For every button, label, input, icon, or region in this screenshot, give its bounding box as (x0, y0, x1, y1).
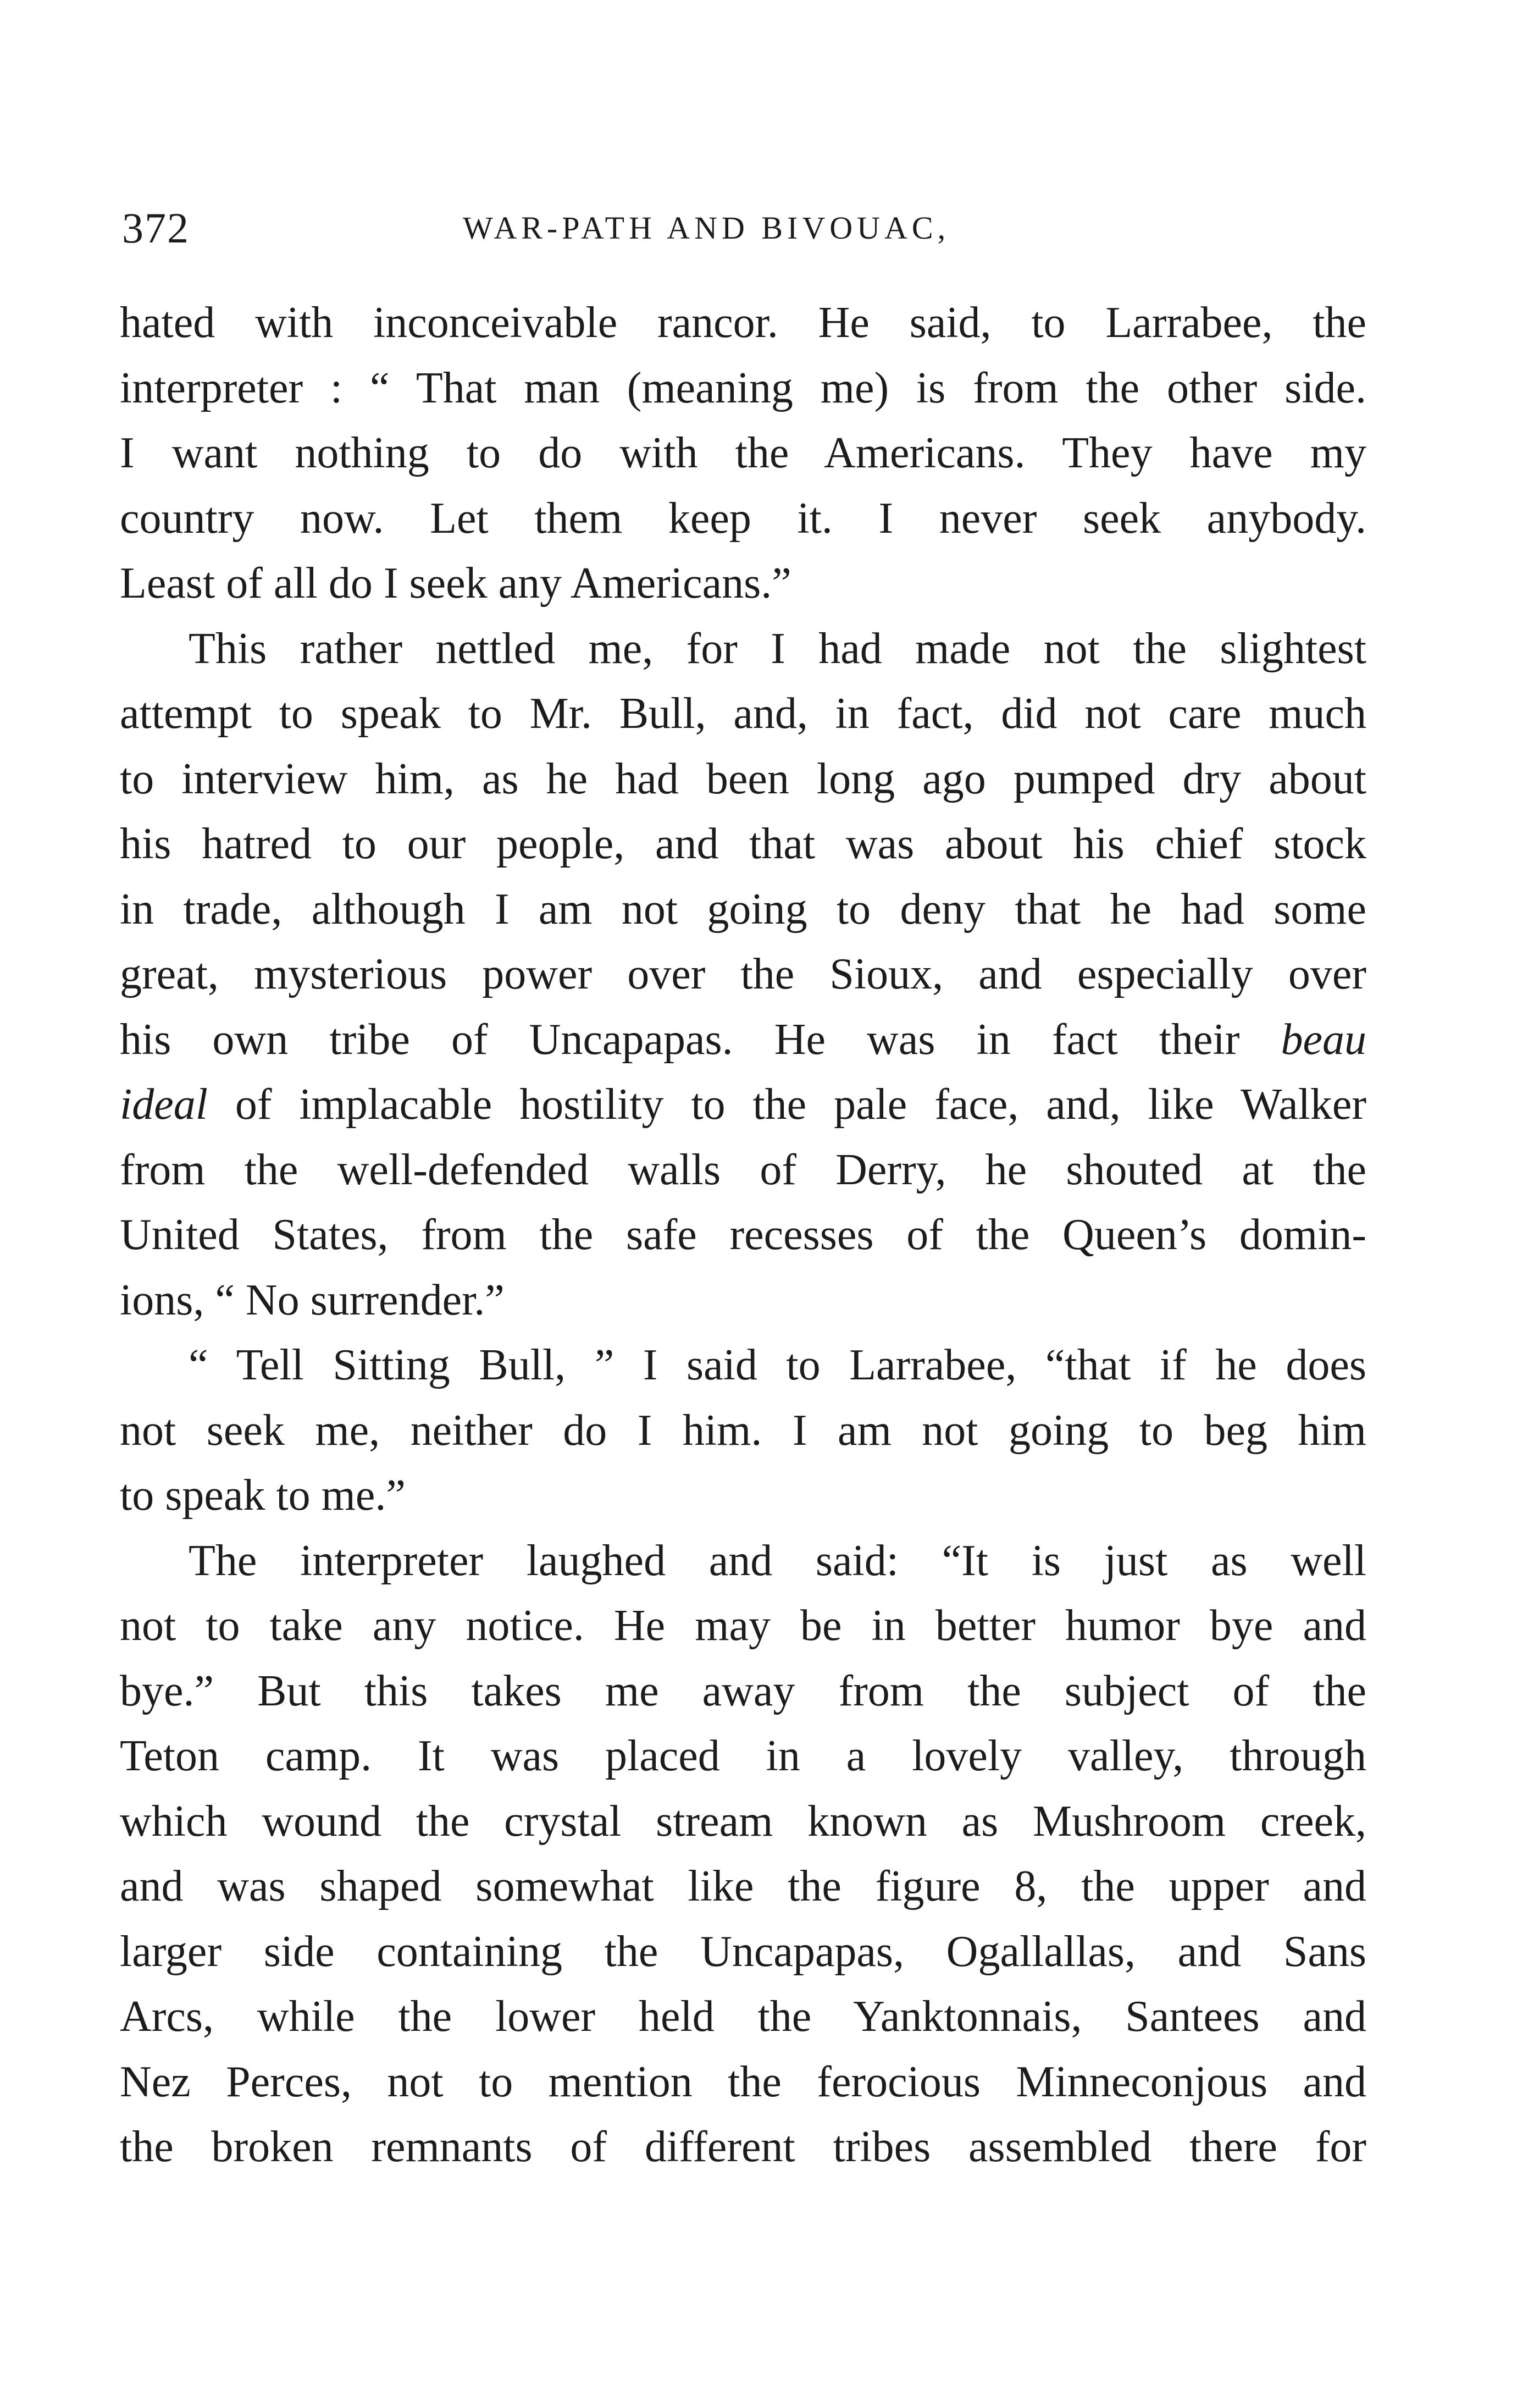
text-segment: his own tribe of Uncapapas. He was in fact their (120, 1015, 1240, 1064)
running-title: WAR-PATH AND BIVOUAC, (463, 210, 950, 246)
body-text (120, 290, 1366, 2180)
text-line: which wound the crystal stream known as Mushroom creek, (120, 1797, 1366, 1846)
text-line: “ Tell Sitting Bull, ” I said to Larrabee, “that if he does (189, 1341, 1366, 1389)
text-line: This rather nettled me, for I had made not the slightest (189, 624, 1366, 673)
text-line: attempt to speak to Mr. Bull, and, in fact, did not care much (120, 689, 1366, 738)
text-line: great, mysterious power over the Sioux, and especially over (120, 950, 1366, 998)
text-line: larger side containing the Uncapapas, Ogallallas, and Sans (120, 1927, 1366, 1976)
text-line (120, 1007, 1366, 1073)
italic-phrase: beau (1281, 1015, 1367, 1064)
text-line: The interpreter laughed and said: “It is just as well (189, 1536, 1366, 1585)
text-line: not seek me, neither do I him. I am not going to beg him (120, 1406, 1366, 1455)
text-segment: of implacable hostility to the pale face, and, like Walker (235, 1080, 1367, 1129)
text-line: to interview him, as he had been long ago pumped dry about (120, 754, 1366, 803)
text-line: country now. Let them keep it. I never seek anybody. (120, 494, 1366, 543)
text-line: in trade, although I am not going to deny that he had some (120, 885, 1366, 934)
text-line: Teton camp. It was placed in a lovely valley, through (120, 1732, 1366, 1780)
text-line: not to take any notice. He may be in better humor bye and (120, 1601, 1366, 1650)
text-line: United States, from the safe recesses of the Queen’s domin- (120, 1211, 1366, 1259)
text-line: the broken remnants of different tribes assembled there for (120, 2123, 1366, 2171)
text-line: interpreter : “ That man (meaning me) is from the other side. (120, 363, 1366, 412)
text-line: I want nothing to do with the Americans. They have my (120, 429, 1366, 477)
page-number: 372 (122, 204, 190, 252)
text-line (120, 1072, 1366, 1137)
text-line: ions, “ No surrender.” (120, 1275, 505, 1324)
text-line: bye.” But this takes me away from the subject of the (120, 1666, 1366, 1715)
text-line: Nez Perces, not to mention the ferocious Minneconjous and (120, 2057, 1366, 2106)
text-line: hated with inconceivable rancor. He said, to Larrabee, the (120, 299, 1366, 347)
running-head (122, 198, 1370, 258)
text-line: and was shaped somewhat like the figure 8, the upper and (120, 1862, 1366, 1910)
italic-phrase: ideal (120, 1080, 208, 1129)
text-line: Arcs, while the lower held the Yanktonnais, Santees and (120, 1992, 1366, 2041)
text-line: his hatred to our people, and that was about his chief stock (120, 820, 1366, 868)
text-line: Least of all do I seek any Americans.” (120, 559, 791, 607)
text-line: to speak to me.” (120, 1471, 406, 1520)
text-line: from the well-defended walls of Derry, he shouted at the (120, 1145, 1366, 1194)
